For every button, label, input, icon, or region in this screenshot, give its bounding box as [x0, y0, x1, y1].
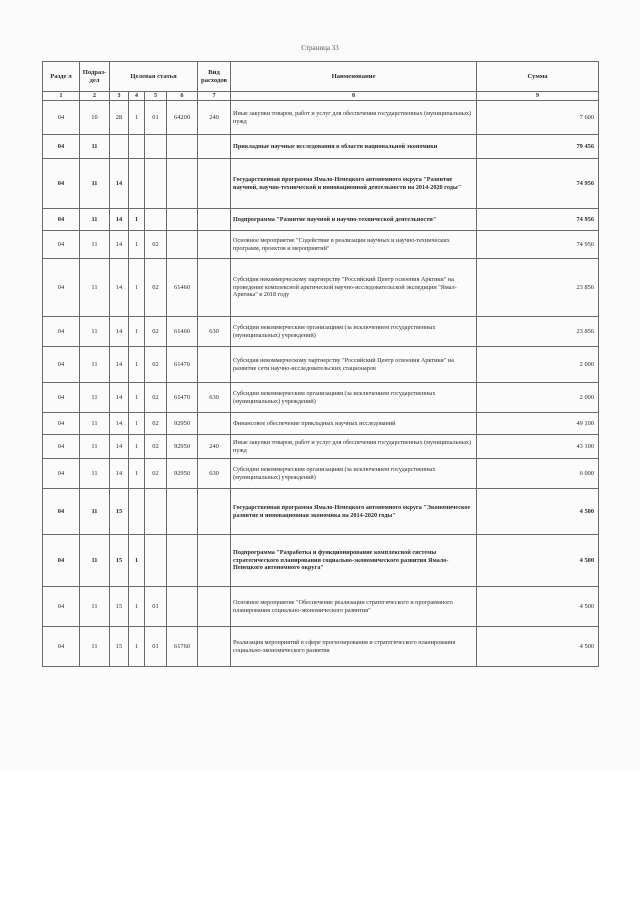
- vid-cell: [198, 209, 231, 231]
- subprogram-cell: 1: [129, 347, 145, 383]
- header-name: Наименование: [231, 62, 477, 92]
- razdel-cell: 04: [43, 159, 80, 209]
- podrazdel-cell: 11: [80, 347, 110, 383]
- sum-cell: 4 500: [477, 489, 599, 535]
- program-cell: 14: [110, 413, 129, 435]
- name-cell: Субсидия некоммерческому партнерству "Российский Центр освоения Арктики" на развитие сети научно-исследовательских стационаров: [231, 347, 477, 383]
- program-cell: 14: [110, 435, 129, 459]
- razdel-cell: 04: [43, 135, 80, 159]
- table-row: [43, 383, 599, 413]
- razdel-cell: 04: [43, 231, 80, 259]
- podrazdel-cell: 11: [80, 627, 110, 667]
- program-cell: 14: [110, 383, 129, 413]
- sum-cell: 4 500: [477, 587, 599, 627]
- subprogram-cell: [129, 135, 145, 159]
- direction-cell: [167, 535, 198, 587]
- name-cell: Основное мероприятие "Обеспечение реализации стратегического и программного планирования социально-экономического развития": [231, 587, 477, 627]
- subprogram-cell: 1: [129, 587, 145, 627]
- event-cell: 02: [145, 435, 167, 459]
- vid-cell: [198, 135, 231, 159]
- column-number: 4: [129, 92, 145, 101]
- program-cell: 14: [110, 459, 129, 489]
- name-cell: Субсидии некоммерческим организациям (за исключением государственных (муниципальных) учреждений): [231, 459, 477, 489]
- podrazdel-cell: 11: [80, 435, 110, 459]
- program-cell: 14: [110, 231, 129, 259]
- sum-cell: 79 456: [477, 135, 599, 159]
- column-number: 9: [477, 92, 599, 101]
- razdel-cell: 04: [43, 489, 80, 535]
- vid-cell: [198, 159, 231, 209]
- subprogram-cell: 1: [129, 231, 145, 259]
- sum-cell: 49 100: [477, 413, 599, 435]
- razdel-cell: 04: [43, 535, 80, 587]
- vid-cell: [198, 489, 231, 535]
- program-cell: 14: [110, 347, 129, 383]
- column-number: 2: [80, 92, 110, 101]
- subprogram-cell: 1: [129, 413, 145, 435]
- vid-cell: [198, 587, 231, 627]
- name-cell: Реализация мероприятий в сфере прогнозирования и стратегического планирования социально-экономического развития: [231, 627, 477, 667]
- direction-cell: [167, 159, 198, 209]
- sum-cell: 74 956: [477, 231, 599, 259]
- razdel-cell: 04: [43, 259, 80, 317]
- event-cell: 01: [145, 101, 167, 135]
- name-cell: Прикладные научные исследования в области национальной экономики: [231, 135, 477, 159]
- name-cell: Иные закупки товаров, работ и услуг для обеспечения государственных (муниципальных) нужд: [231, 101, 477, 135]
- podrazdel-cell: 11: [80, 135, 110, 159]
- razdel-cell: 04: [43, 435, 80, 459]
- program-cell: 14: [110, 159, 129, 209]
- sum-cell: 74 956: [477, 159, 599, 209]
- table-row: [43, 135, 599, 159]
- column-number: 3: [110, 92, 129, 101]
- name-cell: Иные закупки товаров, работ и услуг для обеспечения государственных (муниципальных) нужд: [231, 435, 477, 459]
- table-row: [43, 435, 599, 459]
- subprogram-cell: [129, 489, 145, 535]
- podrazdel-cell: 11: [80, 489, 110, 535]
- direction-cell: [167, 209, 198, 231]
- sum-cell: 4 500: [477, 627, 599, 667]
- direction-cell: 92950: [167, 435, 198, 459]
- subprogram-cell: 1: [129, 317, 145, 347]
- table-row: [43, 209, 599, 231]
- vid-cell: [198, 535, 231, 587]
- header-vid: Вид расходов: [198, 62, 231, 92]
- sum-cell: 23 856: [477, 259, 599, 317]
- podrazdel-cell: 11: [80, 535, 110, 587]
- razdel-cell: 04: [43, 347, 80, 383]
- table-body: [43, 101, 599, 667]
- table-row: [43, 627, 599, 667]
- event-cell: 02: [145, 231, 167, 259]
- vid-cell: 240: [198, 101, 231, 135]
- name-cell: Финансовое обеспечение прикладных научных исследований: [231, 413, 477, 435]
- program-cell: 15: [110, 489, 129, 535]
- event-cell: 02: [145, 317, 167, 347]
- name-cell: Основное мероприятие "Содействие в реализации научных и научно-технических программ, проектов и мероприятий": [231, 231, 477, 259]
- table-row: [43, 231, 599, 259]
- column-number: 1: [43, 92, 80, 101]
- direction-cell: 61470: [167, 347, 198, 383]
- direction-cell: 61760: [167, 627, 198, 667]
- program-cell: 14: [110, 259, 129, 317]
- sum-cell: 7 600: [477, 101, 599, 135]
- razdel-cell: 04: [43, 627, 80, 667]
- podrazdel-cell: 10: [80, 101, 110, 135]
- column-number: 6: [167, 92, 198, 101]
- subprogram-cell: 1: [129, 535, 145, 587]
- program-cell: 15: [110, 587, 129, 627]
- name-cell: Подпрограмма "Разработка и функционирование комплексной системы стратегического планирования социально-экономического развития Ямало-Ненецкого автономного округа": [231, 535, 477, 587]
- event-cell: 01: [145, 627, 167, 667]
- event-cell: [145, 209, 167, 231]
- razdel-cell: 04: [43, 383, 80, 413]
- program-cell: [110, 135, 129, 159]
- event-cell: [145, 489, 167, 535]
- budget-table: [42, 61, 599, 667]
- event-cell: 01: [145, 587, 167, 627]
- event-cell: 02: [145, 259, 167, 317]
- podrazdel-cell: 11: [80, 383, 110, 413]
- direction-cell: 92950: [167, 413, 198, 435]
- sum-cell: 4 500: [477, 535, 599, 587]
- vid-cell: 240: [198, 435, 231, 459]
- event-cell: 02: [145, 459, 167, 489]
- sum-cell: 2 000: [477, 347, 599, 383]
- name-cell: Субсидия некоммерческому партнерству "Российский Центр освоения Арктики" на проведение комплексной арктической научно-исследовательской экспедиции "Ямал-Арктика" в 2018 году: [231, 259, 477, 317]
- direction-cell: [167, 231, 198, 259]
- table-row: [43, 535, 599, 587]
- table-row: [43, 347, 599, 383]
- event-cell: 02: [145, 347, 167, 383]
- program-cell: 14: [110, 209, 129, 231]
- event-cell: [145, 535, 167, 587]
- header-target: Целевая статья: [110, 62, 198, 92]
- direction-cell: 92950: [167, 459, 198, 489]
- table-row: [43, 259, 599, 317]
- column-number: 8: [231, 92, 477, 101]
- podrazdel-cell: 11: [80, 459, 110, 489]
- vid-cell: [198, 413, 231, 435]
- event-cell: [145, 159, 167, 209]
- sum-cell: 43 100: [477, 435, 599, 459]
- name-cell: Государственная программа Ямало-Ненецкого автономного округа "Развитие научной, научно-технической и инновационной деятельности на 2014-2020 годы": [231, 159, 477, 209]
- vid-cell: [198, 259, 231, 317]
- column-number: 7: [198, 92, 231, 101]
- header-razdel: Разде л: [43, 62, 80, 92]
- vid-cell: [198, 231, 231, 259]
- vid-cell: 630: [198, 459, 231, 489]
- podrazdel-cell: 11: [80, 231, 110, 259]
- event-cell: [145, 135, 167, 159]
- table-row: [43, 101, 599, 135]
- podrazdel-cell: 11: [80, 317, 110, 347]
- name-cell: Субсидии некоммерческим организациям (за исключением государственных (муниципальных) учреждений): [231, 383, 477, 413]
- event-cell: 02: [145, 413, 167, 435]
- razdel-cell: 04: [43, 317, 80, 347]
- razdel-cell: 04: [43, 209, 80, 231]
- table-header-row: [43, 62, 599, 92]
- vid-cell: [198, 347, 231, 383]
- table-row: [43, 489, 599, 535]
- table-row: [43, 317, 599, 347]
- table-row: [43, 587, 599, 627]
- program-cell: 14: [110, 317, 129, 347]
- podrazdel-cell: 11: [80, 159, 110, 209]
- sum-cell: 74 956: [477, 209, 599, 231]
- header-sum: Сумма: [477, 62, 599, 92]
- vid-cell: [198, 627, 231, 667]
- sum-cell: 23 856: [477, 317, 599, 347]
- sum-cell: 2 000: [477, 383, 599, 413]
- column-number: 5: [145, 92, 167, 101]
- podrazdel-cell: 11: [80, 413, 110, 435]
- subprogram-cell: 1: [129, 627, 145, 667]
- table-row: [43, 459, 599, 489]
- direction-cell: 61460: [167, 259, 198, 317]
- event-cell: 02: [145, 383, 167, 413]
- name-cell: Государственная программа Ямало-Ненецкого автономного округа "Экономическое развитие и инновационная экономика на 2014-2020 годы": [231, 489, 477, 535]
- direction-cell: 61470: [167, 383, 198, 413]
- direction-cell: 64200: [167, 101, 198, 135]
- direction-cell: 61460: [167, 317, 198, 347]
- direction-cell: [167, 587, 198, 627]
- program-cell: 28: [110, 101, 129, 135]
- vid-cell: 630: [198, 383, 231, 413]
- razdel-cell: 04: [43, 101, 80, 135]
- program-cell: 15: [110, 627, 129, 667]
- subprogram-cell: 1: [129, 209, 145, 231]
- subprogram-cell: 1: [129, 259, 145, 317]
- razdel-cell: 04: [43, 459, 80, 489]
- subprogram-cell: 1: [129, 101, 145, 135]
- razdel-cell: 04: [43, 413, 80, 435]
- subprogram-cell: 1: [129, 459, 145, 489]
- table-row: [43, 159, 599, 209]
- name-cell: Субсидии некоммерческим организациям (за исключением государственных (муниципальных) учреждений): [231, 317, 477, 347]
- razdel-cell: 04: [43, 587, 80, 627]
- column-number-row: [43, 92, 599, 101]
- direction-cell: [167, 489, 198, 535]
- name-cell: Подпрограмма "Развитие научной и научно-технической деятельности": [231, 209, 477, 231]
- podrazdel-cell: 11: [80, 209, 110, 231]
- vid-cell: 630: [198, 317, 231, 347]
- podrazdel-cell: 11: [80, 587, 110, 627]
- subprogram-cell: 1: [129, 435, 145, 459]
- program-cell: 15: [110, 535, 129, 587]
- table-row: [43, 413, 599, 435]
- page-number: Страница 33: [301, 44, 339, 52]
- subprogram-cell: 1: [129, 383, 145, 413]
- subprogram-cell: [129, 159, 145, 209]
- direction-cell: [167, 135, 198, 159]
- sum-cell: 6 000: [477, 459, 599, 489]
- blank-margin: [0, 770, 640, 905]
- podrazdel-cell: 11: [80, 259, 110, 317]
- header-podrazdel: Подраз- дел: [80, 62, 110, 92]
